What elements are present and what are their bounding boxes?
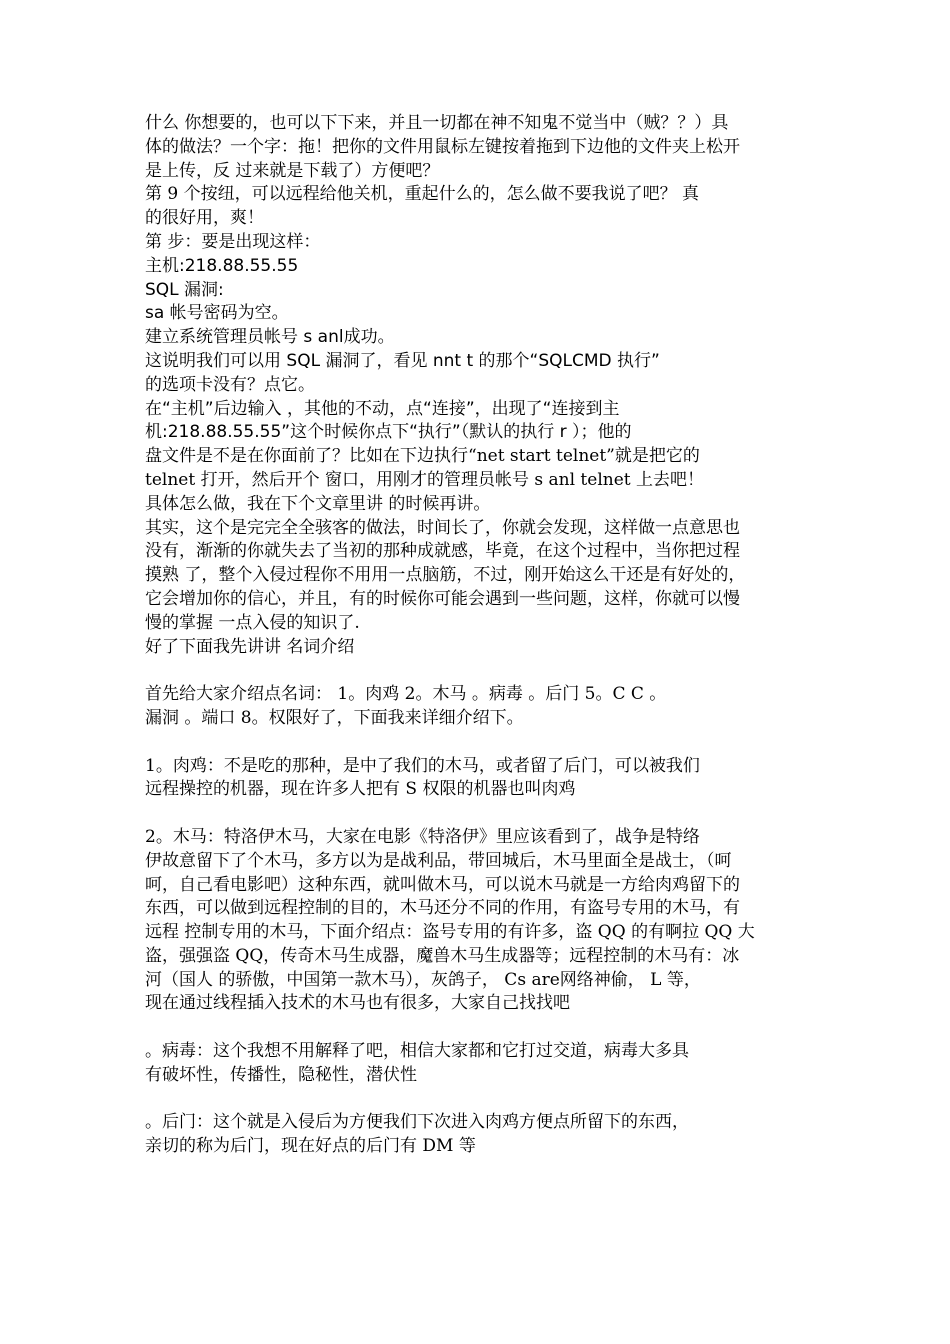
text-line: telnet 打开，然后开个 窗口，用刚才的管理员帐号 s anl telnet 上去吧！: [145, 469, 705, 490]
text-line: 是上传，反 过来就是下载了）方便吧？: [145, 160, 440, 181]
text-line: 伊故意留下了个木马，多方以为是战利品，带回城后，木马里面全是战士，（呵: [145, 850, 732, 871]
text-line: 主机:218.88.55.55: [145, 255, 299, 276]
text-line: 。病毒：这个我想不用解释了吧，相信大家都和它打过交道，病毒大多具: [145, 1041, 689, 1062]
text-line: 具体怎么做，我在下个文章里讲 的时候再讲。: [145, 493, 491, 514]
text-line: 有破坏性，传播性，隐秘性，潜伏性: [145, 1064, 417, 1085]
text-line: 现在通过线程插入技术的木马也有很多，大家自己找找吧: [145, 993, 570, 1014]
text-line: 的很好用，爽！: [145, 208, 264, 229]
text-line: 2。木马：特洛伊木马，大家在电影《特洛伊》里应该看到了，战争是特络: [145, 826, 700, 847]
text-line: sa 帐号密码为空。: [145, 303, 289, 324]
text-line: 的选项卡没有？点它。: [145, 374, 315, 395]
text-line: 盗，强强盗 QQ，传奇木马生成器，魔兽木马生成器等；远程控制的木马有：冰: [145, 945, 740, 966]
text-line: 其实，这个是完完全全骇客的做法，时间长了，你就会发现，这样做一点意思也: [145, 517, 740, 538]
text-line: 它会增加你的信心，并且，有的时候你可能会遇到一些问题，这样，你就可以慢: [145, 588, 740, 609]
text-line: 没有，渐渐的你就失去了当初的那种成就感，毕竟，在这个过程中，当你把过程: [145, 541, 740, 562]
text-line: 远程操控的机器，现在许多人把有 S 权限的机器也叫肉鸡: [145, 779, 576, 800]
text-line: 呵，自己看电影吧）这种东西，就叫做木马，可以说木马就是一方给肉鸡留下的: [145, 874, 740, 895]
text-line: 东西，可以做到远程控制的目的，木马还分不同的作用，有盗号专用的木马，有: [145, 898, 740, 919]
text-line: 亲切的称为后门，现在好点的后门有 DM 等: [145, 1136, 476, 1157]
text-line: 机:218.88.55.55”这个时候你点下“执行”（默认的执行 r ）；他的: [145, 422, 632, 443]
text-line: 摸熟 了，整个入侵过程你不用用一点脑筋，不过，刚开始这么干还是有好处的，: [145, 565, 746, 586]
text-line: 远程 控制专用的木马，下面介绍点：盗号专用的有许多，盗 QQ 的有啊拉 QQ 大: [145, 922, 755, 943]
blank-line: [145, 802, 810, 826]
text-line: 漏洞 。端口 8。权限好了，下面我来详细介绍下。: [145, 707, 524, 728]
text-line: 第 9 个按纽，可以远程给他关机，重起什么的，怎么做不要我说了吧？ 真: [145, 184, 700, 205]
text-line: 1。肉鸡：不是吃的那种，是中了我们的木马，或者留了后门，可以被我们: [145, 755, 700, 776]
text-line: 在“主机”后边输入 ，其他的不动，点“连接”，出现了“连接到主: [145, 398, 620, 419]
text-line: 首先给大家介绍点名词： 1。肉鸡 2。木马 。病毒 。后门 5。C C 。: [145, 684, 667, 705]
text-line: 第 步：要是出现这样：: [145, 231, 321, 252]
text-line: 什么 你想要的，也可以下下来，并且一切都在神不知鬼不觉当中（贼？？）具: [145, 113, 729, 133]
text-line: 好了下面我先讲讲 名词介绍: [145, 636, 355, 657]
document-body: [145, 112, 810, 1159]
text-line: 体的做法？一个字：拖！把你的文件用鼠标左键按着拖到下边他的文件夹上松开: [145, 136, 740, 157]
blank-line: [145, 659, 810, 683]
blank-line: [145, 1088, 810, 1112]
text-line: 盘文件是不是在你面前了？比如在下边执行“net start telnet”就是把它的: [145, 446, 700, 467]
text-line: SQL 漏洞:: [145, 279, 224, 300]
text-line: 这说明我们可以用 SQL 漏洞了，看见 nnt t 的那个“SQLCMD 执行”: [145, 350, 660, 371]
blank-line: [145, 1016, 810, 1040]
blank-line: [145, 731, 810, 755]
text-line: 。后门：这个就是入侵后为方便我们下次进入肉鸡方便点所留下的东西，: [145, 1112, 689, 1133]
text-line: 慢的掌握 一点入侵的知识了.: [145, 612, 360, 633]
text-line: 河（国人 的骄傲，中国第一款木马），灰鸽子， Cs are网络神偷， L 等，: [145, 969, 701, 990]
text-line: 建立系统管理员帐号 s anl成功。: [145, 327, 395, 348]
